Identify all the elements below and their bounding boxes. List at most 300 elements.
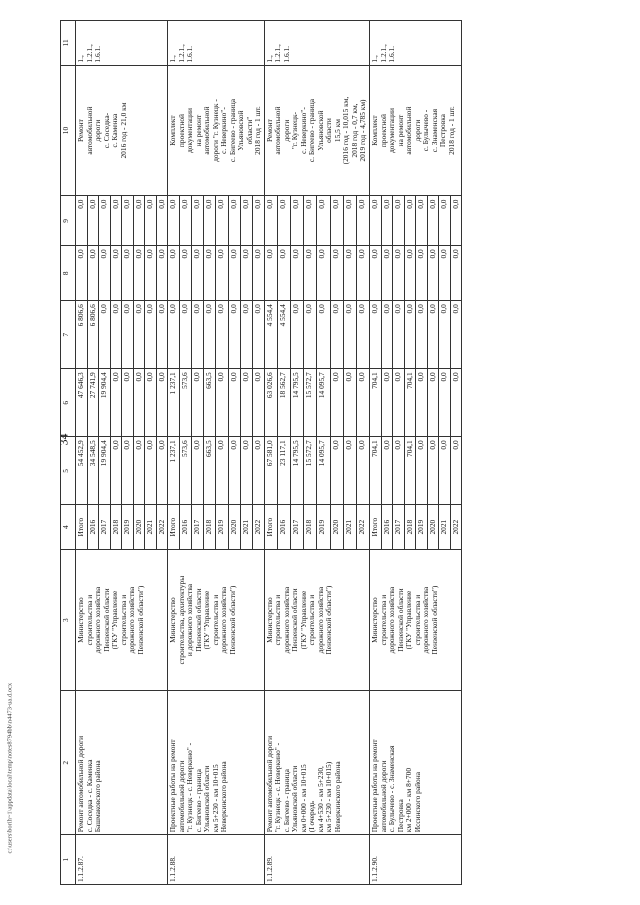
result-line: 2018 год - 1 шт. bbox=[446, 106, 456, 155]
result-line: Ульяновской bbox=[236, 110, 246, 151]
period-cell: 2022 bbox=[156, 505, 168, 550]
amount-cell: 0,0 bbox=[180, 301, 192, 369]
result-line: автомобильной bbox=[273, 106, 283, 155]
result-line: с. Знаменская bbox=[429, 108, 439, 153]
amount-cell: 0,0 bbox=[122, 246, 134, 301]
amount-cell: 0,0 bbox=[252, 369, 264, 437]
amount-cell: 0,0 bbox=[192, 437, 204, 505]
amount-cell: 63 026,6 bbox=[264, 369, 277, 437]
amount-cell: 663,5 bbox=[204, 437, 216, 505]
amount-cell: 0,0 bbox=[252, 196, 264, 246]
amount-cell: 0,0 bbox=[180, 196, 192, 246]
amount-cell: 0,0 bbox=[145, 246, 157, 301]
amount-cell: 0,0 bbox=[204, 246, 216, 301]
executor-line: строительства и bbox=[412, 594, 422, 646]
row-id-cell: 1.1.2.90. bbox=[369, 835, 461, 885]
period-cell: 2019 bbox=[317, 505, 330, 550]
column-header: 8 bbox=[61, 246, 76, 301]
column-header: 9 bbox=[61, 196, 76, 246]
amount-cell: 0,0 bbox=[330, 246, 343, 301]
result-line: проектной bbox=[378, 114, 388, 148]
period-cell: Итого bbox=[264, 505, 277, 550]
event-name-line: автомобильной дороги bbox=[176, 760, 186, 833]
amount-cell: 15 572,7 bbox=[304, 437, 317, 505]
amount-cell: 0,0 bbox=[252, 301, 264, 369]
result-line: с. Неверкино"- bbox=[298, 107, 308, 154]
amount-cell: 0,0 bbox=[228, 196, 240, 246]
executor-line: Пензенской области bbox=[395, 588, 405, 652]
amount-cell: 0,0 bbox=[369, 301, 381, 369]
amount-cell: 0,0 bbox=[133, 437, 145, 505]
amount-cell: 0,0 bbox=[450, 369, 462, 437]
executor-line: Пензенской области bbox=[193, 588, 203, 652]
amount-cell: 0,0 bbox=[439, 196, 451, 246]
amount-cell: 0,0 bbox=[404, 196, 416, 246]
period-cell: 2017 bbox=[99, 505, 111, 550]
event-name-line: с. Булычево - с. Знаменская bbox=[387, 745, 397, 833]
amount-cell: 0,0 bbox=[133, 301, 145, 369]
amount-cell: 573,6 bbox=[180, 437, 192, 505]
amount-cell: 0,0 bbox=[330, 301, 343, 369]
period-cell: 2022 bbox=[252, 505, 264, 550]
amount-cell: 0,0 bbox=[393, 196, 405, 246]
indicator-code-line: 1.2.1., bbox=[84, 44, 94, 63]
period-cell: 2021 bbox=[240, 505, 252, 550]
amount-cell: 0,0 bbox=[122, 369, 134, 437]
event-name-line: (I очередь bbox=[307, 800, 317, 833]
amount-cell: 0,0 bbox=[317, 196, 330, 246]
column-header: 10 bbox=[61, 65, 76, 196]
executor-line: строительства, архитектуры bbox=[176, 575, 186, 665]
amount-cell: 0,0 bbox=[356, 301, 369, 369]
amount-cell: 0,0 bbox=[427, 196, 439, 246]
event-name-line: Проектные работы на ремонт bbox=[369, 739, 379, 833]
result-line: области" bbox=[244, 116, 254, 145]
amount-cell: 0,0 bbox=[356, 246, 369, 301]
amount-cell: 0,0 bbox=[228, 301, 240, 369]
amount-cell: 0,0 bbox=[145, 196, 157, 246]
amount-cell: 0,0 bbox=[439, 437, 451, 505]
result-line: Комплект bbox=[168, 115, 178, 146]
period-cell: 2018 bbox=[204, 505, 216, 550]
amount-cell: 0,0 bbox=[291, 301, 304, 369]
result-line: дороги bbox=[412, 119, 422, 142]
amount-cell: 0,0 bbox=[439, 301, 451, 369]
amount-cell: 18 562,7 bbox=[277, 369, 290, 437]
indicator-codes-cell bbox=[76, 21, 168, 66]
event-name-cell bbox=[369, 691, 461, 835]
result-line: Комплект bbox=[369, 115, 379, 146]
amount-cell: 0,0 bbox=[110, 196, 122, 246]
table-row bbox=[369, 21, 381, 885]
table-row bbox=[264, 21, 277, 885]
result-line: Ремонт bbox=[76, 119, 85, 142]
result-cell bbox=[264, 65, 369, 196]
amount-cell: 0,0 bbox=[192, 369, 204, 437]
amount-cell: 704,1 bbox=[369, 437, 381, 505]
amount-cell: 0,0 bbox=[240, 437, 252, 505]
amount-cell: 0,0 bbox=[381, 196, 393, 246]
result-line: (2016 год - 10,015 км, bbox=[341, 96, 351, 165]
amount-cell: 0,0 bbox=[133, 369, 145, 437]
amount-cell: 0,0 bbox=[450, 196, 462, 246]
executor-line: дорожного хозяйства bbox=[93, 586, 103, 654]
amount-cell: 0,0 bbox=[228, 246, 240, 301]
period-cell: 2018 bbox=[404, 505, 416, 550]
amount-cell: 0,0 bbox=[110, 246, 122, 301]
period-cell: 2019 bbox=[416, 505, 428, 550]
amount-cell: 0,0 bbox=[110, 369, 122, 437]
amount-cell: 0,0 bbox=[99, 301, 111, 369]
amount-cell: 0,0 bbox=[343, 437, 356, 505]
event-name-line: Ульяновской области bbox=[202, 765, 212, 833]
amount-cell: 0,0 bbox=[99, 196, 111, 246]
amount-cell: 0,0 bbox=[304, 301, 317, 369]
executor-line: Пензенской области bbox=[101, 588, 111, 652]
amount-cell: 0,0 bbox=[216, 301, 228, 369]
indicator-codes-cell bbox=[168, 21, 265, 66]
rotated-page bbox=[60, 20, 613, 885]
amount-cell: 0,0 bbox=[304, 196, 317, 246]
executor-cell bbox=[369, 549, 461, 690]
indicator-code-line: 1.6.1. bbox=[281, 45, 291, 63]
period-cell: 2020 bbox=[427, 505, 439, 550]
result-line: дороги bbox=[93, 119, 103, 142]
amount-cell: 0,0 bbox=[122, 196, 134, 246]
event-name-line: Проектные работы на ремонт bbox=[168, 739, 178, 833]
executor-line: (ГКУ "Управление bbox=[110, 590, 120, 650]
amount-cell: 0,0 bbox=[356, 369, 369, 437]
executor-line: дорожного хозяйства bbox=[127, 586, 137, 654]
period-cell: 2020 bbox=[133, 505, 145, 550]
amount-cell: 0,0 bbox=[427, 369, 439, 437]
event-name-line: Ульяновской области bbox=[290, 765, 300, 833]
amount-cell: 0,0 bbox=[156, 246, 168, 301]
result-cell bbox=[369, 65, 461, 196]
period-cell: 2022 bbox=[356, 505, 369, 550]
executor-line: Министерство bbox=[168, 597, 178, 643]
amount-cell: 0,0 bbox=[99, 246, 111, 301]
period-cell: Итого bbox=[168, 505, 180, 550]
amount-cell: 0,0 bbox=[168, 196, 180, 246]
event-name-line: с. Бигеево - граница bbox=[281, 769, 291, 833]
period-cell: 2022 bbox=[450, 505, 462, 550]
amount-cell: 0,0 bbox=[356, 196, 369, 246]
period-cell: 2020 bbox=[228, 505, 240, 550]
amount-cell: 0,0 bbox=[204, 196, 216, 246]
amount-cell: 0,0 bbox=[381, 246, 393, 301]
result-line: на ремонт bbox=[395, 114, 405, 147]
result-line: с. Булычево - bbox=[421, 109, 431, 152]
amount-cell: 0,0 bbox=[427, 437, 439, 505]
amount-cell: 1 237,1 bbox=[168, 437, 180, 505]
column-header: 2 bbox=[61, 691, 76, 835]
result-line: на ремонт bbox=[193, 114, 203, 147]
indicator-code-line: 1.6.1. bbox=[93, 45, 103, 63]
event-name-line: "г. Кузнецк - с. Неверкино" - bbox=[185, 742, 195, 833]
program-table bbox=[60, 20, 462, 885]
period-cell: 2018 bbox=[304, 505, 317, 550]
period-cell: 2017 bbox=[291, 505, 304, 550]
indicator-code-line: 1., bbox=[76, 55, 85, 63]
amount-cell: 0,0 bbox=[264, 246, 277, 301]
event-name-line: км 4+530 - км 5+230, bbox=[315, 766, 325, 833]
amount-cell: 0,0 bbox=[192, 246, 204, 301]
executor-line: и дорожного хозяйства bbox=[185, 583, 195, 657]
executor-cell bbox=[168, 549, 265, 690]
amount-cell: 0,0 bbox=[76, 246, 88, 301]
amount-cell: 0,0 bbox=[252, 246, 264, 301]
amount-cell: 34 548,5 bbox=[87, 437, 99, 505]
indicator-code-line: 1., bbox=[264, 55, 274, 63]
amount-cell: 0,0 bbox=[204, 301, 216, 369]
amount-cell: 0,0 bbox=[145, 301, 157, 369]
amount-cell: 23 117,1 bbox=[277, 437, 290, 505]
amount-cell: 0,0 bbox=[216, 437, 228, 505]
event-name-line: Ремонт автомобильной дороги bbox=[76, 735, 85, 833]
amount-cell: 0,0 bbox=[427, 246, 439, 301]
result-line: документации bbox=[387, 108, 397, 154]
event-name-line: с. Бигеево - граница bbox=[193, 769, 203, 833]
result-line: документации bbox=[185, 108, 195, 154]
amount-cell: 704,1 bbox=[404, 369, 416, 437]
executor-cell bbox=[76, 549, 168, 690]
event-name-cell bbox=[264, 691, 369, 835]
executor-line: Пензенской области") bbox=[227, 585, 237, 655]
period-cell: 2016 bbox=[277, 505, 290, 550]
period-cell: Итого bbox=[76, 505, 88, 550]
amount-cell: 0,0 bbox=[439, 369, 451, 437]
amount-cell: 0,0 bbox=[240, 196, 252, 246]
amount-cell: 0,0 bbox=[87, 246, 99, 301]
period-cell: Итого bbox=[369, 505, 381, 550]
amount-cell: 0,0 bbox=[240, 369, 252, 437]
amount-cell: 0,0 bbox=[110, 301, 122, 369]
indicator-codes-cell bbox=[264, 21, 369, 66]
amount-cell: 0,0 bbox=[133, 196, 145, 246]
amount-cell: 0,0 bbox=[330, 437, 343, 505]
event-name-line: "г. Кузнецк - с. Неверкино" - bbox=[273, 742, 283, 833]
amount-cell: 0,0 bbox=[228, 437, 240, 505]
period-cell: 2017 bbox=[393, 505, 405, 550]
amount-cell: 0,0 bbox=[381, 369, 393, 437]
amount-cell: 0,0 bbox=[277, 246, 290, 301]
amount-cell: 14 095,7 bbox=[317, 437, 330, 505]
indicator-code-line: 1.2.1., bbox=[378, 44, 388, 63]
amount-cell: 0,0 bbox=[369, 246, 381, 301]
amount-cell: 54 452,9 bbox=[76, 437, 88, 505]
executor-line: Пензенской области") bbox=[429, 585, 439, 655]
amount-cell: 14 795,5 bbox=[291, 369, 304, 437]
amount-cell: 0,0 bbox=[145, 369, 157, 437]
column-header: 1 bbox=[61, 835, 76, 885]
result-cell bbox=[76, 65, 168, 196]
amount-cell: 6 806,6 bbox=[76, 301, 88, 369]
period-cell: 2021 bbox=[343, 505, 356, 550]
amount-cell: 0,0 bbox=[404, 301, 416, 369]
event-name-line: Иссинского района bbox=[412, 772, 422, 833]
amount-cell: 0,0 bbox=[439, 246, 451, 301]
result-line: 2018 год - 1 шт. bbox=[253, 106, 263, 155]
result-line: с. Соседка- bbox=[101, 112, 111, 149]
row-id-cell: 1.1.2.87. bbox=[76, 835, 168, 885]
executor-line: Пензенской области bbox=[290, 588, 300, 652]
result-line: 2019 год - 4,785 км) bbox=[358, 99, 368, 162]
event-name-cell bbox=[168, 691, 265, 835]
amount-cell: 0,0 bbox=[156, 196, 168, 246]
amount-cell: 0,0 bbox=[156, 437, 168, 505]
amount-cell: 0,0 bbox=[156, 301, 168, 369]
amount-cell: 0,0 bbox=[356, 437, 369, 505]
event-name-line: Ремонт автомобильной дороги bbox=[264, 735, 274, 833]
amount-cell: 0,0 bbox=[122, 301, 134, 369]
amount-cell: 0,0 bbox=[450, 301, 462, 369]
amount-cell: 0,0 bbox=[381, 301, 393, 369]
amount-cell: 0,0 bbox=[330, 369, 343, 437]
executor-line: дорожного хозяйства bbox=[421, 586, 431, 654]
amount-cell: 0,0 bbox=[87, 196, 99, 246]
executor-line: строительства и bbox=[273, 594, 283, 646]
column-header: 5 bbox=[61, 437, 76, 505]
amount-cell: 0,0 bbox=[291, 196, 304, 246]
result-line: с. Неверкино"- bbox=[219, 107, 229, 154]
amount-cell: 15 572,7 bbox=[304, 369, 317, 437]
table-row bbox=[168, 21, 180, 885]
amount-cell: 0,0 bbox=[168, 246, 180, 301]
executor-line: строительства и bbox=[84, 594, 94, 646]
amount-cell: 14 795,5 bbox=[291, 437, 304, 505]
executor-line: строительства и bbox=[307, 594, 317, 646]
period-cell: 2018 bbox=[110, 505, 122, 550]
period-cell: 2016 bbox=[381, 505, 393, 550]
amount-cell: 0,0 bbox=[369, 196, 381, 246]
event-name-line: с. Соседка - с. Каменка bbox=[84, 759, 94, 833]
amount-cell: 704,1 bbox=[404, 437, 416, 505]
indicator-code-line: 1.2.1., bbox=[176, 44, 186, 63]
amount-cell: 0,0 bbox=[317, 246, 330, 301]
amount-cell: 0,0 bbox=[180, 246, 192, 301]
table-row bbox=[76, 21, 88, 885]
amount-cell: 0,0 bbox=[416, 196, 428, 246]
amount-cell: 0,0 bbox=[264, 196, 277, 246]
header-row bbox=[61, 21, 76, 885]
amount-cell: 0,0 bbox=[216, 196, 228, 246]
event-name-line: км 0+000 - км 10+015 bbox=[298, 764, 308, 833]
row-id-cell: 1.1.2.88. bbox=[168, 835, 265, 885]
event-name-line: автомобильной дороги bbox=[378, 760, 388, 833]
executor-line: Министерство bbox=[76, 597, 85, 643]
event-name-line: км 2+000 - км 8+700 bbox=[404, 767, 414, 833]
column-header: 3 bbox=[61, 549, 76, 690]
amount-cell: 1 237,1 bbox=[168, 369, 180, 437]
indicator-codes-cell bbox=[369, 21, 461, 66]
period-cell: 2016 bbox=[180, 505, 192, 550]
indicator-code-line: 1., bbox=[369, 55, 379, 63]
period-cell: 2021 bbox=[145, 505, 157, 550]
indicator-code-line: 1., bbox=[168, 55, 178, 63]
event-name-cell bbox=[76, 691, 168, 835]
amount-cell: 573,6 bbox=[180, 369, 192, 437]
executor-line: дорожного хозяйства bbox=[315, 586, 325, 654]
amount-cell: 0,0 bbox=[381, 437, 393, 505]
column-header: 7 bbox=[61, 301, 76, 369]
amount-cell: 0,0 bbox=[252, 437, 264, 505]
executor-line: (ГКУ "Управление bbox=[202, 590, 212, 650]
amount-cell: 0,0 bbox=[168, 301, 180, 369]
amount-cell: 0,0 bbox=[291, 246, 304, 301]
event-name-line: Пестровка bbox=[395, 799, 405, 833]
column-header: 4 bbox=[61, 505, 76, 550]
footer-file-path: c:\users\borih~1\appdata\local\temp\notes8794bb\n4473-ua.d.ocx bbox=[6, 682, 14, 854]
executor-line: Пензенской области") bbox=[135, 585, 145, 655]
result-line: 15,5 км bbox=[332, 119, 342, 143]
amount-cell: 0,0 bbox=[450, 246, 462, 301]
amount-cell: 0,0 bbox=[416, 301, 428, 369]
amount-cell: 0,0 bbox=[343, 301, 356, 369]
amount-cell: 0,0 bbox=[304, 246, 317, 301]
amount-cell: 0,0 bbox=[416, 369, 428, 437]
result-line: автомобильной bbox=[404, 106, 414, 155]
result-line: области bbox=[324, 118, 334, 143]
event-name-line: км 5+230 - км 10+015) bbox=[324, 761, 334, 833]
column-header: 11 bbox=[61, 21, 76, 66]
result-line: 2018 год - 0,7 км, bbox=[349, 103, 359, 158]
result-line: с. Каменка bbox=[110, 113, 120, 148]
amount-cell: 0,0 bbox=[330, 196, 343, 246]
result-line: "г. Кузнецк- bbox=[290, 111, 300, 150]
amount-cell: 0,0 bbox=[277, 196, 290, 246]
amount-cell: 0,0 bbox=[133, 246, 145, 301]
result-line: автомобильной bbox=[84, 106, 94, 155]
result-line: с. Бигеево - граница bbox=[307, 98, 317, 163]
amount-cell: 704,1 bbox=[369, 369, 381, 437]
period-cell: 2019 bbox=[122, 505, 134, 550]
event-name-line: Неверкинского района bbox=[219, 761, 229, 833]
amount-cell: 0,0 bbox=[393, 246, 405, 301]
result-line: Ремонт bbox=[264, 119, 274, 142]
amount-cell: 4 554,4 bbox=[277, 301, 290, 369]
result-line: автомобильной bbox=[202, 106, 212, 155]
indicator-code-line: 1.2.1., bbox=[273, 44, 283, 63]
executor-line: дорожного хозяйства bbox=[387, 586, 397, 654]
executor-line: дорожного хозяйства bbox=[281, 586, 291, 654]
amount-cell: 0,0 bbox=[393, 437, 405, 505]
result-line: дороги "г. Кузнецк - bbox=[210, 99, 220, 162]
column-header: 6 bbox=[61, 369, 76, 437]
executor-line: дорожного хозяйства bbox=[219, 586, 229, 654]
amount-cell: 27 741,9 bbox=[87, 369, 99, 437]
amount-cell: 0,0 bbox=[216, 369, 228, 437]
amount-cell: 19 904,4 bbox=[99, 369, 111, 437]
event-name-line: Башмаковского района bbox=[93, 760, 103, 833]
amount-cell: 4 554,4 bbox=[264, 301, 277, 369]
result-line: с. Бигеево - граница bbox=[227, 98, 237, 163]
result-line: 2016 год - 21,0 км bbox=[118, 102, 128, 159]
result-line: проектной bbox=[176, 114, 186, 148]
amount-cell: 0,0 bbox=[122, 437, 134, 505]
amount-cell: 0,0 bbox=[343, 246, 356, 301]
indicator-code-line: 1.6.1. bbox=[185, 45, 195, 63]
executor-line: Пензенской области") bbox=[324, 585, 334, 655]
amount-cell: 0,0 bbox=[156, 369, 168, 437]
amount-cell: 0,0 bbox=[450, 437, 462, 505]
event-name-line: Неверкинского района bbox=[332, 761, 342, 833]
amount-cell: 0,0 bbox=[404, 246, 416, 301]
amount-cell: 0,0 bbox=[343, 196, 356, 246]
executor-cell bbox=[264, 549, 369, 690]
period-cell: 2020 bbox=[330, 505, 343, 550]
result-line: дороги bbox=[281, 119, 291, 142]
